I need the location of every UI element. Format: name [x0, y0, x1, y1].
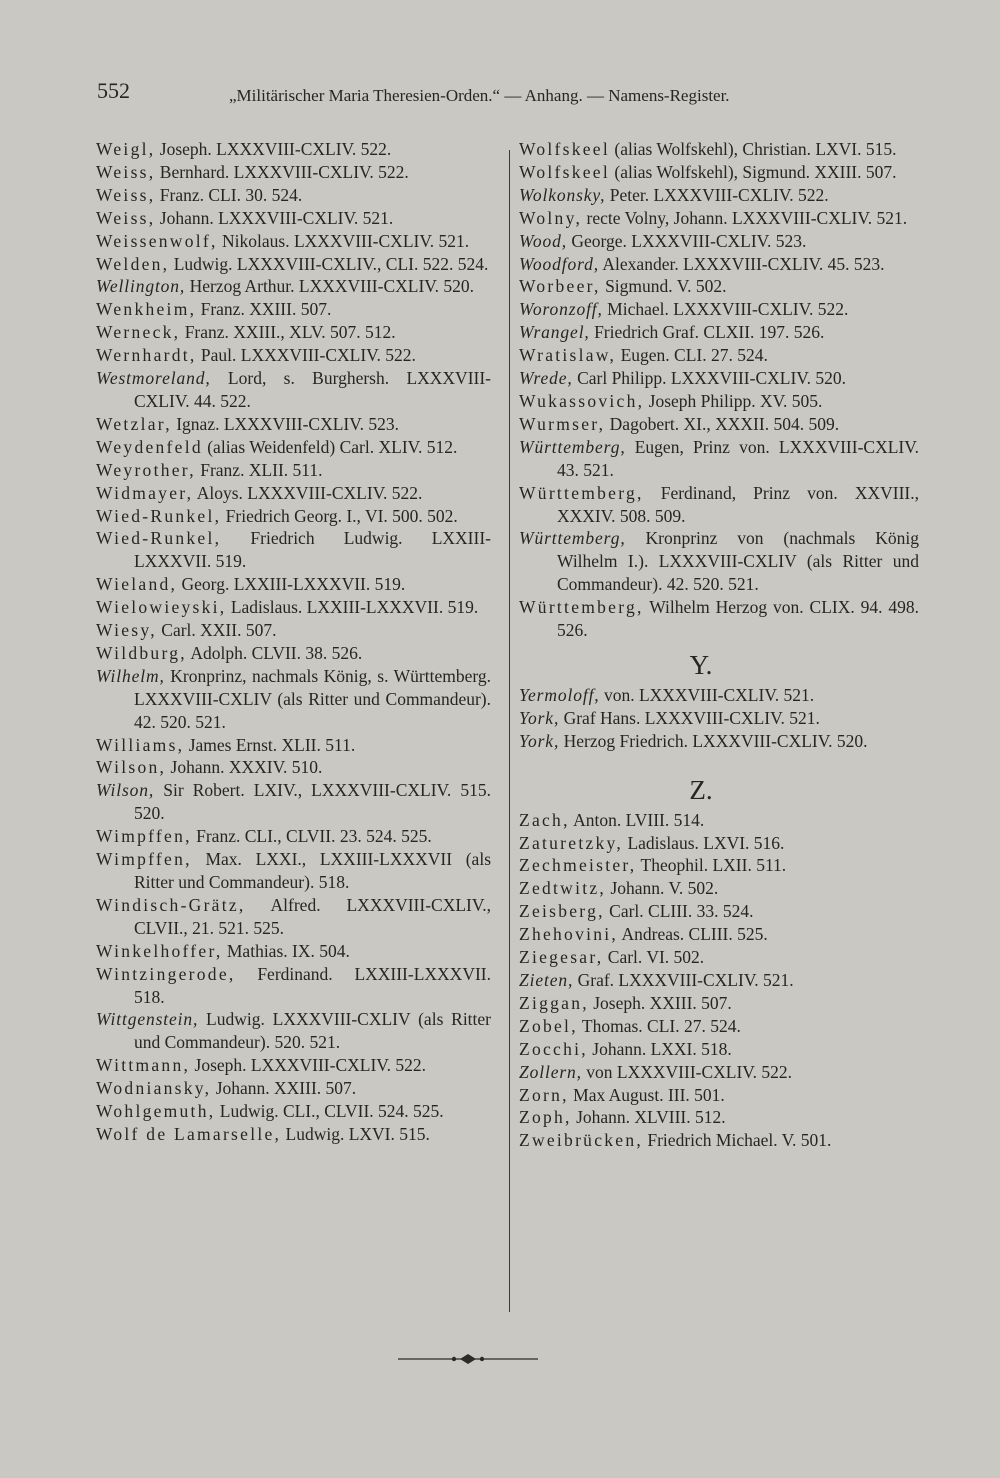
- register-entry: [96, 344, 491, 367]
- entry-references: Aloys. LXXXVIII-CXLIV. 522.: [193, 482, 423, 503]
- entry-name: Zieten,: [519, 970, 574, 990]
- entry-references: Joseph. LXXXVIII-CXLIV. 522.: [155, 139, 392, 159]
- entry-name: Zechmeister,: [519, 855, 637, 876]
- entry-references: Johann. XXIII. 507.: [211, 1078, 357, 1099]
- entry-references: Michael. LXXXVIII-CXLIV. 522.: [602, 299, 849, 320]
- register-entry: [96, 1077, 491, 1100]
- entry-name: Windisch-Grätz,: [96, 894, 246, 915]
- entry-references: Ludwig. LXXXVIII-CXLIV., CLI. 522. 524.: [169, 253, 489, 274]
- entry-references: Joseph. XXIII. 507.: [588, 992, 732, 1013]
- entry-references: Sigmund. V. 502.: [600, 276, 727, 297]
- entry-name: Wurmser,: [519, 413, 606, 434]
- entry-references: Joseph Philipp. XV. 505.: [644, 390, 823, 411]
- register-entry: [519, 854, 919, 877]
- entry-name: Wernhardt,: [96, 345, 197, 366]
- entry-references: Friedrich Georg. I., VI. 500. 502.: [221, 505, 458, 526]
- register-entry: [96, 756, 491, 779]
- register-entry: [519, 275, 919, 298]
- entry-name: Wiesy,: [96, 620, 157, 641]
- entry-references: Sir Robert. LXIV., LXXXVIII-CXLIV. 515. 520.: [134, 780, 491, 824]
- entry-name: Wrede,: [519, 368, 573, 389]
- register-entry: [519, 253, 919, 276]
- entry-name: Zweibrücken,: [519, 1130, 643, 1151]
- section-heading-z: Z.: [689, 774, 713, 805]
- entry-references: Mathias. IX. 504.: [222, 940, 350, 961]
- entry-references: Max August. III. 501.: [568, 1084, 725, 1105]
- z-entries: [519, 809, 919, 1153]
- entry-name: Wolfskeel: [519, 161, 610, 182]
- register-entry: [519, 298, 919, 321]
- register-entry: [96, 230, 491, 253]
- register-entry: [96, 940, 491, 963]
- entry-name: Williams,: [96, 734, 185, 755]
- register-entry: [519, 344, 919, 367]
- register-entry: [96, 275, 491, 298]
- entry-references: Georg. LXXIII-LXXXVII. 519.: [177, 574, 406, 595]
- entry-references: Ferdinand. LXXIII-LXXXVII. 518.: [134, 963, 491, 1007]
- page-number: 552: [97, 78, 130, 103]
- entry-name: Zeisberg,: [519, 901, 605, 922]
- entry-name: Württemberg,: [519, 528, 626, 549]
- y-entries: [519, 684, 919, 753]
- entry-references: Kronprinz von (nachmals König Wilhelm I.). LXXXVIII-CXLIV (als Ritter und Commandeur). 42. 520. 521.: [557, 528, 919, 595]
- register-entry: [96, 161, 491, 184]
- entry-references: Theophil. LXII. 511.: [636, 855, 787, 876]
- entry-references: Johann. XXXIV. 510.: [166, 757, 323, 778]
- entry-name: Yermoloff,: [519, 684, 600, 705]
- register-entry: [519, 184, 919, 207]
- register-entry: [96, 207, 491, 230]
- register-entry: [519, 946, 919, 969]
- register-entry: [96, 298, 491, 321]
- entry-references: Johann. LXXI. 518.: [587, 1038, 732, 1059]
- entry-name: Zedtwitz,: [519, 878, 607, 899]
- entry-references: Lord, s. Burghersh. LXXXVIII-CXLIV. 44. 522.: [134, 368, 491, 411]
- entry-name: Zocchi,: [519, 1038, 588, 1059]
- register-entry: [96, 1054, 491, 1077]
- entry-name: Zaturetzky,: [519, 832, 624, 853]
- entry-name: Ziegesar,: [519, 947, 604, 968]
- entry-references: Franz. XXIII. 507.: [196, 299, 332, 320]
- register-entry: [519, 230, 919, 253]
- entry-name: Zorn,: [519, 1084, 569, 1105]
- entry-references: von LXXXVIII-CXLIV. 522.: [581, 1061, 793, 1082]
- entry-references: Ludwig. LXVI. 515.: [281, 1123, 430, 1144]
- entry-references: Adolph. CLVII. 38. 526.: [186, 642, 363, 663]
- entry-name: Zollern,: [519, 1061, 582, 1082]
- entry-name: Wimpffen,: [96, 826, 192, 847]
- entry-references: Kronprinz, nachmals König, s. Württemberg. LXXXVIII-CXLIV (als Ritter und Commandeur). 42. 520. 521.: [134, 665, 491, 732]
- entry-references: Johann. LXXXVIII-CXLIV. 521.: [155, 207, 394, 228]
- entry-references: Bernhard. LXXXVIII-CXLIV. 522.: [155, 161, 409, 182]
- entry-name: Zhehovini,: [519, 924, 619, 945]
- entry-references: Joseph. LXXXVIII-CXLIV. 522.: [190, 1055, 427, 1076]
- entry-name: Wildburg,: [96, 642, 187, 663]
- entry-references: Eugen, Prinz von. LXXXVIII-CXLIV. 43. 521.: [557, 436, 919, 480]
- entry-references: Herzog Friedrich. LXXXVIII-CXLIV. 520.: [559, 730, 868, 751]
- entry-name: Wielowieyski,: [96, 597, 227, 618]
- register-entry: [519, 1038, 919, 1061]
- entry-name: Wolny,: [519, 207, 583, 228]
- register-entry: [519, 138, 919, 161]
- entry-references: Carl. XXII. 507.: [156, 620, 277, 641]
- entry-references: Ladislaus. LXVI. 516.: [623, 832, 785, 853]
- entry-name: Weigl,: [96, 139, 156, 159]
- entry-references: James Ernst. XLII. 511.: [184, 734, 356, 755]
- entry-references: Alexander. LXXXVIII-CXLIV. 45. 523.: [599, 253, 885, 274]
- entry-name: Wenkheim,: [96, 299, 197, 320]
- entry-name: Wilson,: [96, 780, 155, 801]
- register-entry: [519, 527, 919, 596]
- entry-name: Weyrother,: [96, 459, 196, 480]
- entry-references: Franz. XXIII., XLV. 507. 512.: [180, 322, 396, 343]
- register-entry: [96, 573, 491, 596]
- entry-name: Weydenfeld: [96, 436, 203, 457]
- register-entry: [519, 367, 919, 390]
- entry-name: Weiss,: [96, 161, 156, 182]
- entry-name: Wied-Runkel,: [96, 505, 222, 526]
- entry-references: George. LXXXVIII-CXLIV. 523.: [566, 230, 807, 251]
- entry-name: Weiss,: [96, 207, 156, 228]
- entry-references: Max. LXXI., LXXIII-LXXXVII (als Ritter und Commandeur). 518.: [134, 849, 491, 892]
- entry-references: Paul. LXXXVIII-CXLIV. 522.: [196, 345, 416, 366]
- entry-name: Wittmann,: [96, 1055, 191, 1076]
- register-entry: [519, 161, 919, 184]
- register-entry: [519, 684, 919, 707]
- entry-name: Wolkonsky,: [519, 184, 606, 205]
- entry-name: Wittgenstein,: [96, 1009, 199, 1030]
- entry-name: Wratislaw,: [519, 345, 617, 366]
- register-entry: [96, 619, 491, 642]
- w-entries: [519, 138, 919, 642]
- register-entry: [519, 1106, 919, 1129]
- entry-name: Wrangel,: [519, 322, 590, 343]
- register-entry: [96, 482, 491, 505]
- entry-name: Zobel,: [519, 1015, 578, 1036]
- entry-references: Ladislaus. LXXIII-LXXXVII. 519.: [226, 597, 479, 618]
- section-heading-y: Y.: [689, 649, 713, 680]
- entry-references: Graf. LXXXVIII-CXLIV. 521.: [573, 970, 794, 990]
- entry-name: Wolfskeel: [519, 139, 610, 159]
- register-entry: [96, 505, 491, 528]
- entry-references: Ludwig. LXXXVIII-CXLIV (als Ritter und Commandeur). 520. 521.: [134, 1009, 491, 1053]
- register-entry: [519, 707, 919, 730]
- register-entry: [96, 321, 491, 344]
- register-entry: [519, 321, 919, 344]
- entry-name: Widmayer,: [96, 482, 194, 503]
- entry-name: Zach,: [519, 809, 570, 830]
- register-entry: [519, 992, 919, 1015]
- register-entry: [96, 459, 491, 482]
- entry-name: Wied-Runkel,: [96, 528, 222, 549]
- entry-references: Carl Philipp. LXXXVIII-CXLIV. 520.: [572, 368, 847, 389]
- entry-references: Graf Hans. LXXXVIII-CXLIV. 521.: [559, 707, 820, 728]
- entry-references: Franz. XLII. 511.: [195, 459, 323, 480]
- entry-references: Anton. LVIII. 514.: [569, 809, 705, 830]
- register-entry: [96, 436, 491, 459]
- entry-name: Wolf de Lamarselle,: [96, 1123, 282, 1144]
- entry-name: Wimpffen,: [96, 849, 192, 870]
- entry-references: Carl. VI. 502.: [603, 947, 705, 968]
- register-entry: [96, 527, 491, 573]
- entry-name: Württemberg,: [519, 597, 644, 618]
- entry-name: Wood,: [519, 230, 567, 251]
- entry-name: Württemberg,: [519, 436, 626, 457]
- entry-references: Alfred. LXXXVIII-CXLIV., CLVII., 21. 521. 525.: [134, 894, 491, 938]
- entry-references: Friedrich Michael. V. 501.: [643, 1130, 832, 1151]
- entry-references: Franz. CLI. 30. 524.: [155, 184, 303, 205]
- register-entry: [96, 1100, 491, 1123]
- entry-name: Worbeer,: [519, 276, 601, 297]
- register-entry: [96, 367, 491, 413]
- entry-references: Eugen. CLI. 27. 524.: [616, 345, 768, 366]
- entry-name: Wellington,: [96, 276, 186, 297]
- entry-name: Welden,: [96, 253, 170, 274]
- entry-references: Andreas. CLIII. 525.: [618, 924, 768, 945]
- register-entry: [96, 596, 491, 619]
- register-entry: [519, 207, 919, 230]
- entry-name: Wintzingerode,: [96, 963, 236, 984]
- entry-name: Woronzoff,: [519, 299, 603, 320]
- end-ornament: [398, 1352, 538, 1366]
- entry-name: York,: [519, 707, 560, 728]
- entry-name: Weissenwolf,: [96, 230, 218, 251]
- entry-name: Wetzlar,: [96, 413, 172, 434]
- register-entry: [519, 596, 919, 642]
- entry-references: Franz. CLI., CLVII. 23. 524. 525.: [191, 826, 432, 847]
- register-entry: [519, 969, 919, 992]
- entry-name: Weiss,: [96, 184, 156, 205]
- entry-name: Zoph,: [519, 1107, 572, 1128]
- register-entry: [519, 923, 919, 946]
- entry-references: Johann. XLVIII. 512.: [571, 1107, 726, 1128]
- register-entry: [96, 253, 491, 276]
- entry-references: Peter. LXXXVIII-CXLIV. 522.: [605, 184, 829, 205]
- entry-name: Württemberg,: [519, 482, 644, 503]
- entry-name: Wieland,: [96, 574, 178, 595]
- register-entry: [96, 665, 491, 734]
- entry-references: Friedrich Ludwig. LXXIII-LXXXVII. 519.: [134, 528, 491, 572]
- register-entry: [519, 1084, 919, 1107]
- register-entry: [519, 413, 919, 436]
- right-column: [519, 138, 919, 1152]
- entry-name: Winkelhoffer,: [96, 940, 223, 961]
- entry-references: Thomas. CLI. 27. 524.: [577, 1015, 741, 1036]
- entry-references: Ludwig. CLI., CLVII. 524. 525.: [215, 1101, 444, 1122]
- register-entry: [519, 436, 919, 482]
- entry-references: von. LXXXVIII-CXLIV. 521.: [599, 684, 815, 705]
- register-entry: [96, 642, 491, 665]
- register-entry: [96, 734, 491, 757]
- register-entry: [519, 1015, 919, 1038]
- register-entry: [519, 809, 919, 832]
- register-entry: [96, 779, 491, 825]
- entry-references: Dagobert. XI., XXXII. 504. 509.: [605, 413, 840, 434]
- entry-references: Friedrich Graf. CLXII. 197. 526.: [589, 322, 825, 343]
- register-entry: [96, 894, 491, 940]
- running-title: „Militärischer Maria Theresien-Orden.“ — Anhang. — Namens-Register.: [229, 86, 730, 105]
- entry-references: Ignaz. LXXXVIII-CXLIV. 523.: [171, 413, 399, 434]
- register-entry: [519, 900, 919, 923]
- entry-references: Ferdinand, Prinz von. XXVIII., XXXIV. 508. 509.: [557, 482, 919, 526]
- entry-name: Westmoreland,: [96, 368, 211, 389]
- entry-references: Herzog Arthur. LXXXVIII-CXLIV. 520.: [185, 276, 475, 297]
- register-entry: [519, 832, 919, 855]
- register-entry: [96, 825, 491, 848]
- entry-references: (alias Wolfskehl), Sigmund. XXIII. 507.: [610, 161, 897, 182]
- entry-name: Woodford,: [519, 253, 599, 274]
- entry-references: (alias Wolfskehl), Christian. LXVI. 515.: [610, 139, 897, 159]
- register-entry: [519, 1129, 919, 1152]
- entry-name: York,: [519, 730, 560, 751]
- register-entry: [96, 184, 491, 207]
- register-entry: [519, 730, 919, 753]
- entry-name: Ziggan,: [519, 992, 589, 1013]
- register-entry: [96, 963, 491, 1009]
- entry-references: Wilhelm Herzog von. CLIX. 94. 498. 526.: [557, 597, 919, 641]
- entry-references: Johann. V. 502.: [606, 878, 719, 899]
- register-entry: [519, 877, 919, 900]
- register-entry: [96, 848, 491, 894]
- register-entry: [96, 138, 491, 161]
- entry-name: Werneck,: [96, 322, 181, 343]
- entry-name: Wodniansky,: [96, 1078, 212, 1099]
- register-entry: [96, 413, 491, 436]
- entry-name: Wilhelm,: [96, 665, 165, 686]
- left-column: [96, 138, 491, 1146]
- entry-references: Carl. CLIII. 33. 524.: [604, 901, 754, 922]
- entry-name: Wohlgemuth,: [96, 1101, 216, 1122]
- entry-references: Nikolaus. LXXXVIII-CXLIV. 521.: [217, 230, 470, 251]
- entry-references: recte Volny, Johann. LXXXVIII-CXLIV. 521.: [582, 207, 908, 228]
- column-divider: [509, 150, 510, 1312]
- entry-references: (alias Weidenfeld) Carl. XLIV. 512.: [202, 436, 458, 457]
- register-entry: [519, 390, 919, 413]
- register-entry: [96, 1123, 491, 1146]
- register-entry: [519, 482, 919, 528]
- entry-name: Wukassovich,: [519, 390, 645, 411]
- register-entry: [96, 1008, 491, 1054]
- entry-name: Wilson,: [96, 757, 167, 778]
- register-entry: [519, 1061, 919, 1084]
